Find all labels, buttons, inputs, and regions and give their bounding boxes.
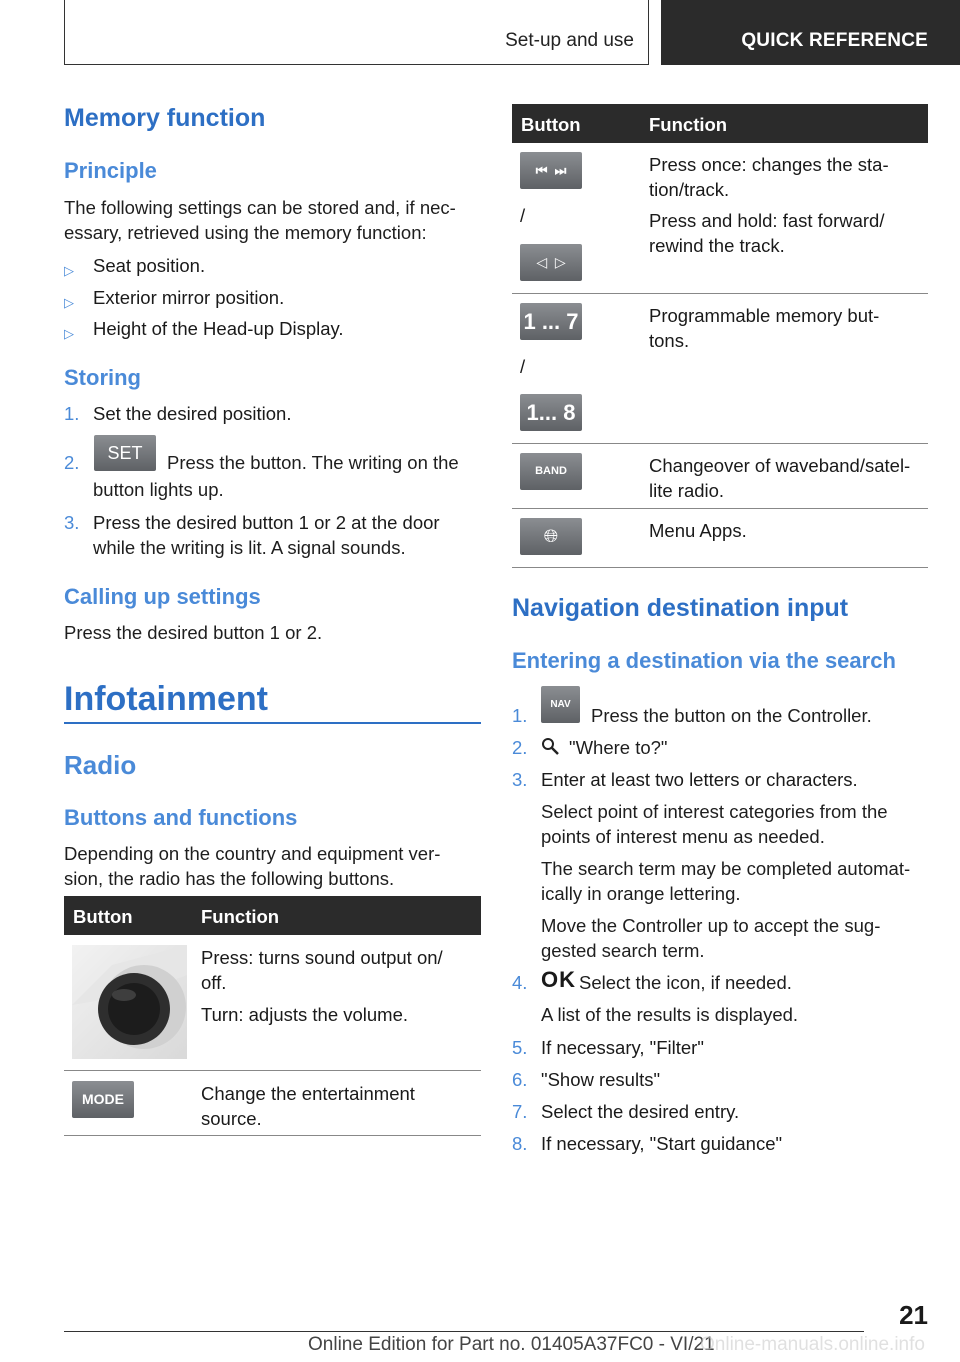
triangle-bullet-icon: ▷: [64, 295, 74, 310]
table-divider: [512, 508, 928, 509]
table-divider: [64, 1135, 481, 1136]
storing-step-2b: button lights up.: [93, 479, 224, 500]
table-divider: [512, 443, 928, 444]
mode-function-1: Change the entertainment: [201, 1083, 415, 1104]
nav-button-icon: NAV: [541, 686, 580, 723]
nav-step-4-text: Select the icon, if needed.: [579, 972, 792, 993]
infotainment-rule: [64, 722, 481, 724]
right-table-header: [512, 104, 928, 143]
radio-title: Radio: [64, 750, 137, 780]
footer-edition: Online Edition for Part no. 01405A37FC0 - VI/21: [308, 1334, 715, 1355]
nav-step-2-text: "Where to?": [569, 737, 668, 758]
mode-function-2: source.: [201, 1108, 262, 1129]
table-divider: [512, 567, 928, 568]
header-section: Set-up and use: [505, 30, 634, 51]
nav-step-3-detail: points of interest menu as needed.: [541, 826, 825, 847]
nav-step-3-detail: Move the Controller up to accept the sug-: [541, 915, 881, 936]
ok-icon: OK: [541, 967, 576, 992]
header-section-box: [64, 0, 649, 65]
search-title: Entering a destination via the search: [512, 648, 896, 673]
separator-slash: /: [520, 205, 526, 226]
volume-knob-image: [72, 945, 187, 1059]
col-button-header: Button: [521, 114, 581, 135]
nav-step-3-detail: gested search term.: [541, 940, 705, 961]
arrow-buttons-icon: ◁ ▷: [520, 244, 582, 281]
triangle-bullet-icon: ▷: [64, 326, 74, 341]
mode-button-icon: MODE: [72, 1081, 134, 1118]
storing-step-3b: while the writing is lit. A signal sounds.: [93, 537, 406, 558]
set-button-icon: SET: [94, 435, 156, 471]
nav-step-3-detail: ically in orange lettering.: [541, 883, 741, 904]
storing-title: Storing: [64, 365, 141, 390]
col-function-header: Function: [201, 906, 280, 927]
band-button-icon: BAND: [520, 453, 582, 490]
table-divider: [512, 293, 928, 294]
triangle-bullet-icon: ▷: [64, 263, 74, 278]
col-function-header: Function: [649, 114, 728, 135]
principle-text-1: The following settings can be stored and, if nec-: [64, 197, 456, 218]
principle-text-2: essary, retrieved using the memory function:: [64, 222, 427, 243]
skip-function-3: Press and hold: fast forward/: [649, 210, 885, 231]
memory-buttons-7-icon: 1 ... 7: [520, 303, 582, 340]
memory-buttons-8-icon: 1... 8: [520, 394, 582, 431]
memory-function-title: Memory function: [64, 104, 266, 132]
header-chapter: QUICK REFERENCE: [741, 30, 928, 51]
calling-up-title: Calling up settings: [64, 584, 261, 609]
navigation-title: Navigation destination input: [512, 594, 849, 622]
buttons-functions-title: Buttons and functions: [64, 805, 298, 830]
skip-buttons-icon: ⏮ ⏭: [520, 152, 582, 189]
skip-function-1: Press once: changes the sta-: [649, 154, 889, 175]
nav-step-3-detail: Select point of interest categories from the: [541, 801, 888, 822]
table-divider: [64, 1070, 481, 1071]
volume-function-1: Press: turns sound output on/: [201, 947, 443, 968]
memory-function-2: tons.: [649, 330, 690, 351]
nav-step-4-detail: A list of the results is displayed.: [541, 1004, 799, 1025]
left-table-header: [64, 896, 481, 935]
nav-step-3-detail: The search term may be completed automat-: [541, 858, 911, 879]
nav-step-1-text: Press the button on the Controller.: [591, 705, 872, 726]
page-number: 21: [899, 1300, 928, 1330]
band-function-2: lite radio.: [649, 480, 725, 501]
apps-globe-icon: 🌐︎: [520, 518, 582, 555]
storing-step-2a: Press the button. The writing on the: [167, 452, 459, 473]
memory-function-1: Programmable memory but-: [649, 305, 880, 326]
search-magnifier-icon: [541, 737, 561, 757]
principle-title: Principle: [64, 158, 157, 183]
apps-function: Menu Apps.: [649, 520, 747, 541]
skip-function-2: tion/track.: [649, 179, 730, 200]
header-chapter-box: [661, 0, 960, 65]
calling-up-text: Press the desired button 1 or 2.: [64, 622, 323, 643]
volume-function-3: Turn: adjusts the volume.: [201, 1004, 409, 1025]
skip-function-4: rewind the track.: [649, 235, 785, 256]
band-function-1: Changeover of waveband/satel-: [649, 455, 911, 476]
buttons-text-1: Depending on the country and equipment ver-: [64, 843, 441, 864]
separator-slash: /: [520, 356, 526, 377]
volume-function-2: off.: [201, 972, 227, 993]
infotainment-title: Infotainment: [64, 680, 268, 718]
col-button-header: Button: [73, 906, 133, 927]
footer-watermark: Online-manuals.online.info: [700, 1334, 925, 1355]
buttons-text-2: sion, the radio has the following buttons.: [64, 868, 395, 889]
footer-rule: [64, 1331, 864, 1332]
